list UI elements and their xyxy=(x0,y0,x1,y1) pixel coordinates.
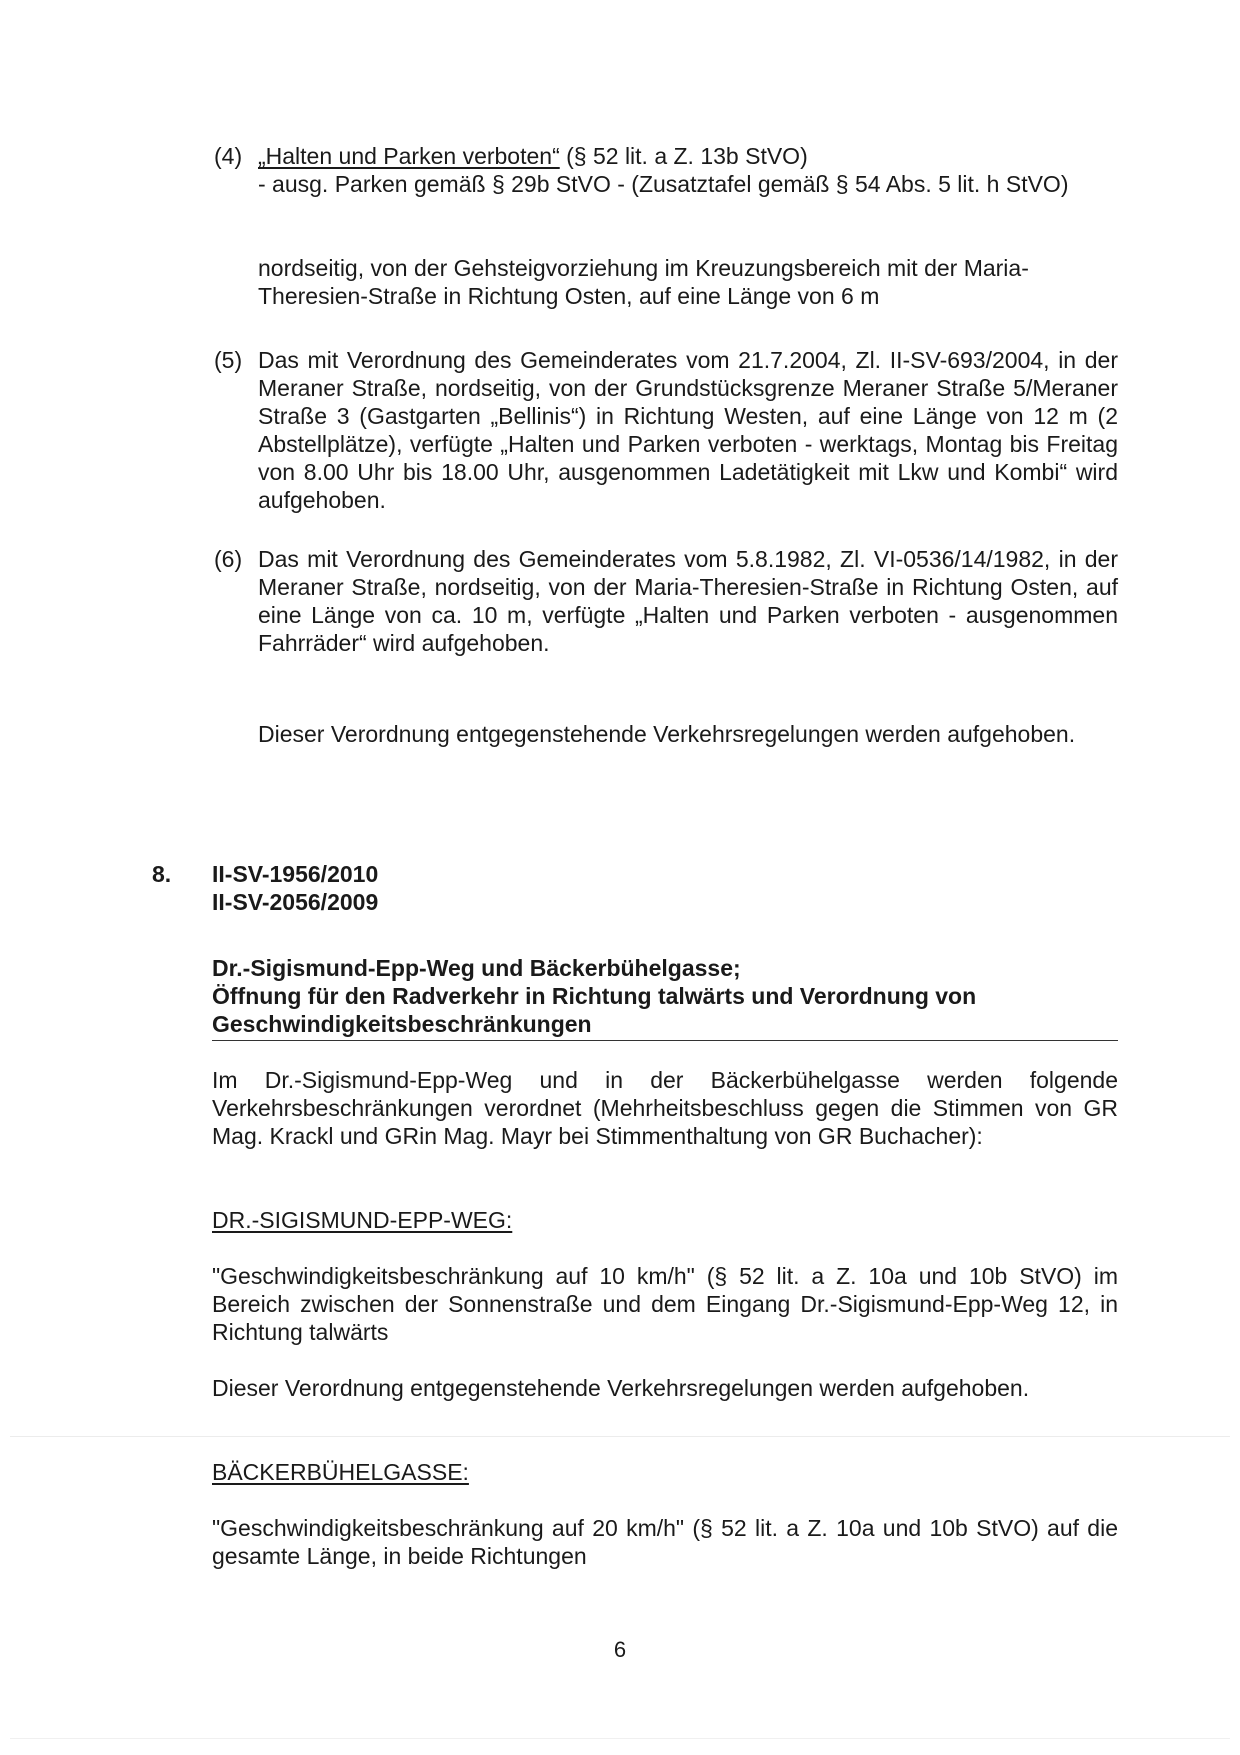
item-4-number: (4) xyxy=(214,143,243,169)
item-6-text: Das mit Verordnung des Gemeinderates vom 5.8.1982, Zl. VI-0536/14/1982, in der Meraner Straße, nordseitig, von der Maria-Theresien-Straße in Richtung Osten, auf eine Länge von ca. 10 m, verfügte „Halten und Parken verboten - ausgenommen Fahrräder“ wird aufgehoben. xyxy=(258,546,1118,656)
item-4-location: nordseitig, von der Gehsteigvorziehung im Kreuzungsbereich mit der Maria-Theresien-Straße in Richtung Osten, auf eine Länge von 6 m xyxy=(258,255,1029,309)
section-8-intro: Im Dr.-Sigismund-Epp-Weg und in der Bäckerbühelgasse werden folgende Verkehrsbeschränkungen verordnet (Mehrheitsbeschluss gegen die Stimmen von GR Mag. Krackl und GRin Mag. Mayr bei Stimmenthaltung von GR Buchacher): xyxy=(212,1067,1118,1149)
page-bottom-edge xyxy=(10,1738,1230,1739)
page-scan-line xyxy=(10,1436,1230,1437)
item-4-ref: (§ 52 lit. a Z. 13b StVO) xyxy=(559,143,808,169)
heading-epp-weg: DR.-SIGISMUND-EPP-WEG: xyxy=(212,1207,513,1233)
section-8-ref-1: II-SV-1956/2010 xyxy=(212,861,379,887)
item-5-number: (5) xyxy=(214,347,243,373)
item-4-heading xyxy=(258,142,1118,170)
section-8-title-rule xyxy=(212,1040,1118,1041)
repeal-text-1: Dieser Verordnung entgegenstehende Verkehrsregelungen werden aufgehoben. xyxy=(258,721,1076,747)
section-8-title-line-2: Öffnung für den Radverkehr in Richtung talwärts und Verordnung von xyxy=(212,983,977,1009)
repeal-text-2: Dieser Verordnung entgegenstehende Verkehrsregelungen werden aufgehoben. xyxy=(212,1375,1030,1401)
section-8-number: 8. xyxy=(152,861,172,887)
item-6-number: (6) xyxy=(214,546,243,572)
epp-weg-text: "Geschwindigkeitsbeschränkung auf 10 km/h" (§ 52 lit. a Z. 10a und 10b StVO) im Bereich zwischen der Sonnenstraße und dem Eingang Dr.-Sigismund-Epp-Weg 12, in Richtung talwärts xyxy=(212,1263,1118,1345)
section-8-ref-2: II-SV-2056/2009 xyxy=(212,889,379,915)
item-4-exception: - ausg. Parken gemäß § 29b StVO - (Zusatztafel gemäß § 54 Abs. 5 lit. h StVO) xyxy=(258,171,1069,197)
item-4-sign-title: „Halten und Parken verboten“ xyxy=(258,143,560,169)
baeckerbuehelgasse-text: "Geschwindigkeitsbeschränkung auf 20 km/h" (§ 52 lit. a Z. 10a und 10b StVO) auf die gesamte Länge, in beide Richtungen xyxy=(212,1515,1118,1569)
page-number: 6 xyxy=(613,1637,627,1662)
section-8-title-line-3: Geschwindigkeitsbeschränkungen xyxy=(212,1011,592,1037)
heading-baeckerbuehelgasse: BÄCKERBÜHELGASSE: xyxy=(212,1459,469,1485)
item-5-text: Das mit Verordnung des Gemeinderates vom 21.7.2004, Zl. II-SV-693/2004, in der Meraner Straße, nordseitig, von der Grundstücksgrenze Meraner Straße 5/Meraner Straße 3 (Gastgarten „Bellinis“) in Richtung Westen, auf eine Länge von 12 m (2 Abstellplätze), verfügte „Halten und Parken verboten - werktags, Montag bis Freitag von 8.00 Uhr bis 18.00 Uhr, ausgenommen Ladetätigkeit mit Lkw und Kombi“ wird aufgehoben. xyxy=(258,347,1118,513)
section-8-title-line-1: Dr.-Sigismund-Epp-Weg und Bäckerbühelgasse; xyxy=(212,955,741,981)
